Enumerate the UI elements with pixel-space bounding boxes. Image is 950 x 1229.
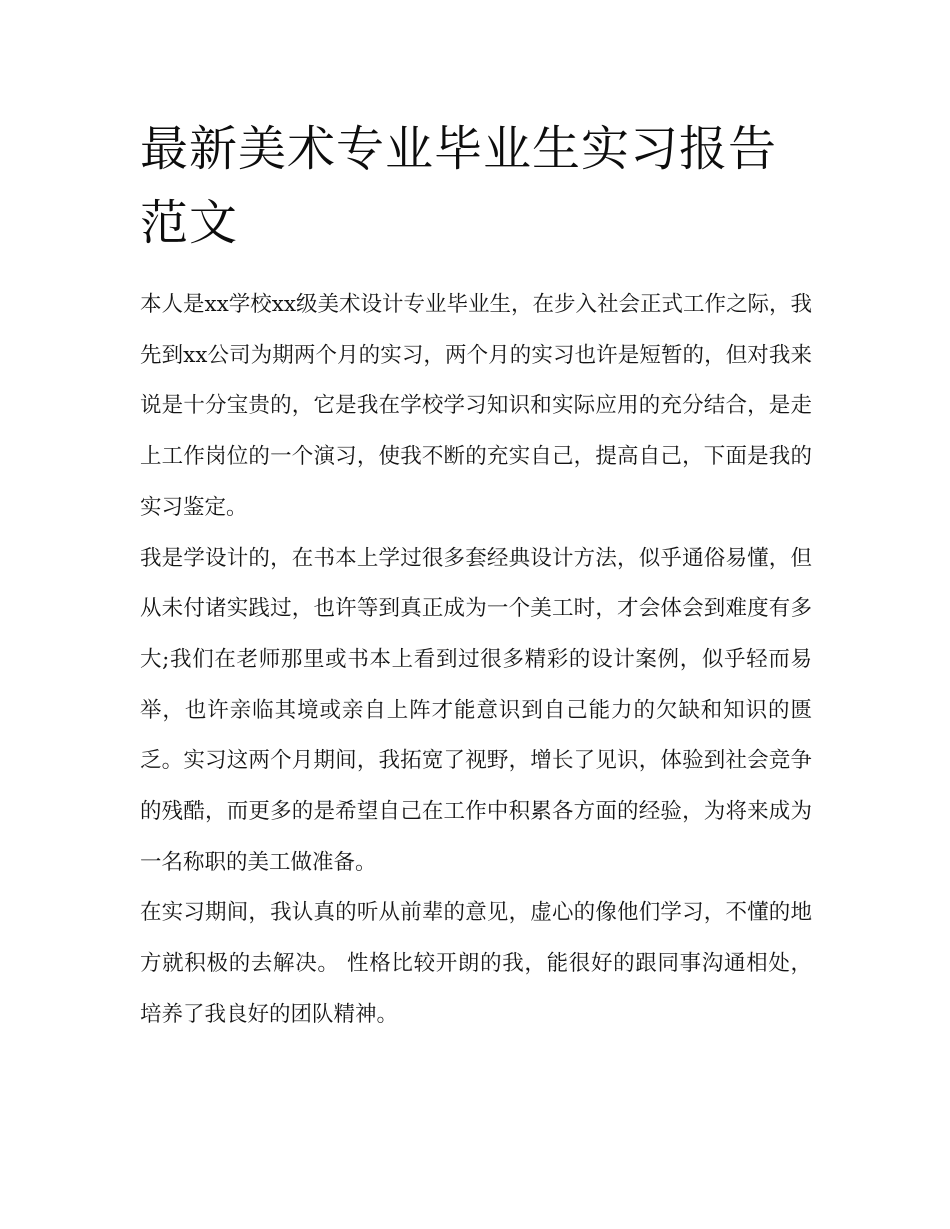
- document-title: 最新美术专业毕业生实习报告范文: [140, 121, 778, 251]
- paragraph-2: 我是学设计的，在书本上学过很多套经典设计方法，似乎通俗易懂，但从未付诸实践过，也许等到真正成为一个美工时，才会体会到难度有多大;我们在老师那里或书本上看到过很多精彩的设计案例，似乎轻而易举，也许亲临其境或亲自上阵才能意识到自己能力的欠缺和知识的匮乏。实习这两个月期间，我拓宽了视野，增长了见识，体验到社会竞争的残酷，而更多的是希望自己在工作中积累各方面的经验，为将来成为一名称职的美工做准备。: [140, 545, 812, 875]
- paragraph-1: 本人是xx学校xx级美术设计专业毕业生，在步入社会正式工作之际，我先到xx公司为期两个月的实习，两个月的实习也许是短暂的，但对我来说是十分宝贵的，它是我在学校学习知识和实际应用的充分结合，是走上工作岗位的一个演习，使我不断的充实自己，提高自己，下面是我的实习鉴定。: [140, 292, 813, 520]
- document-content: [140, 112, 812, 1041]
- paragraph-3: 在实习期间，我认真的听从前辈的意见，虚心的像他们学习，不懂的地方就积极的去解决。 性格比较开朗的我，能很好的跟同事沟通相处，培养了我良好的团队精神。: [140, 900, 812, 1027]
- document-body: [140, 280, 812, 1041]
